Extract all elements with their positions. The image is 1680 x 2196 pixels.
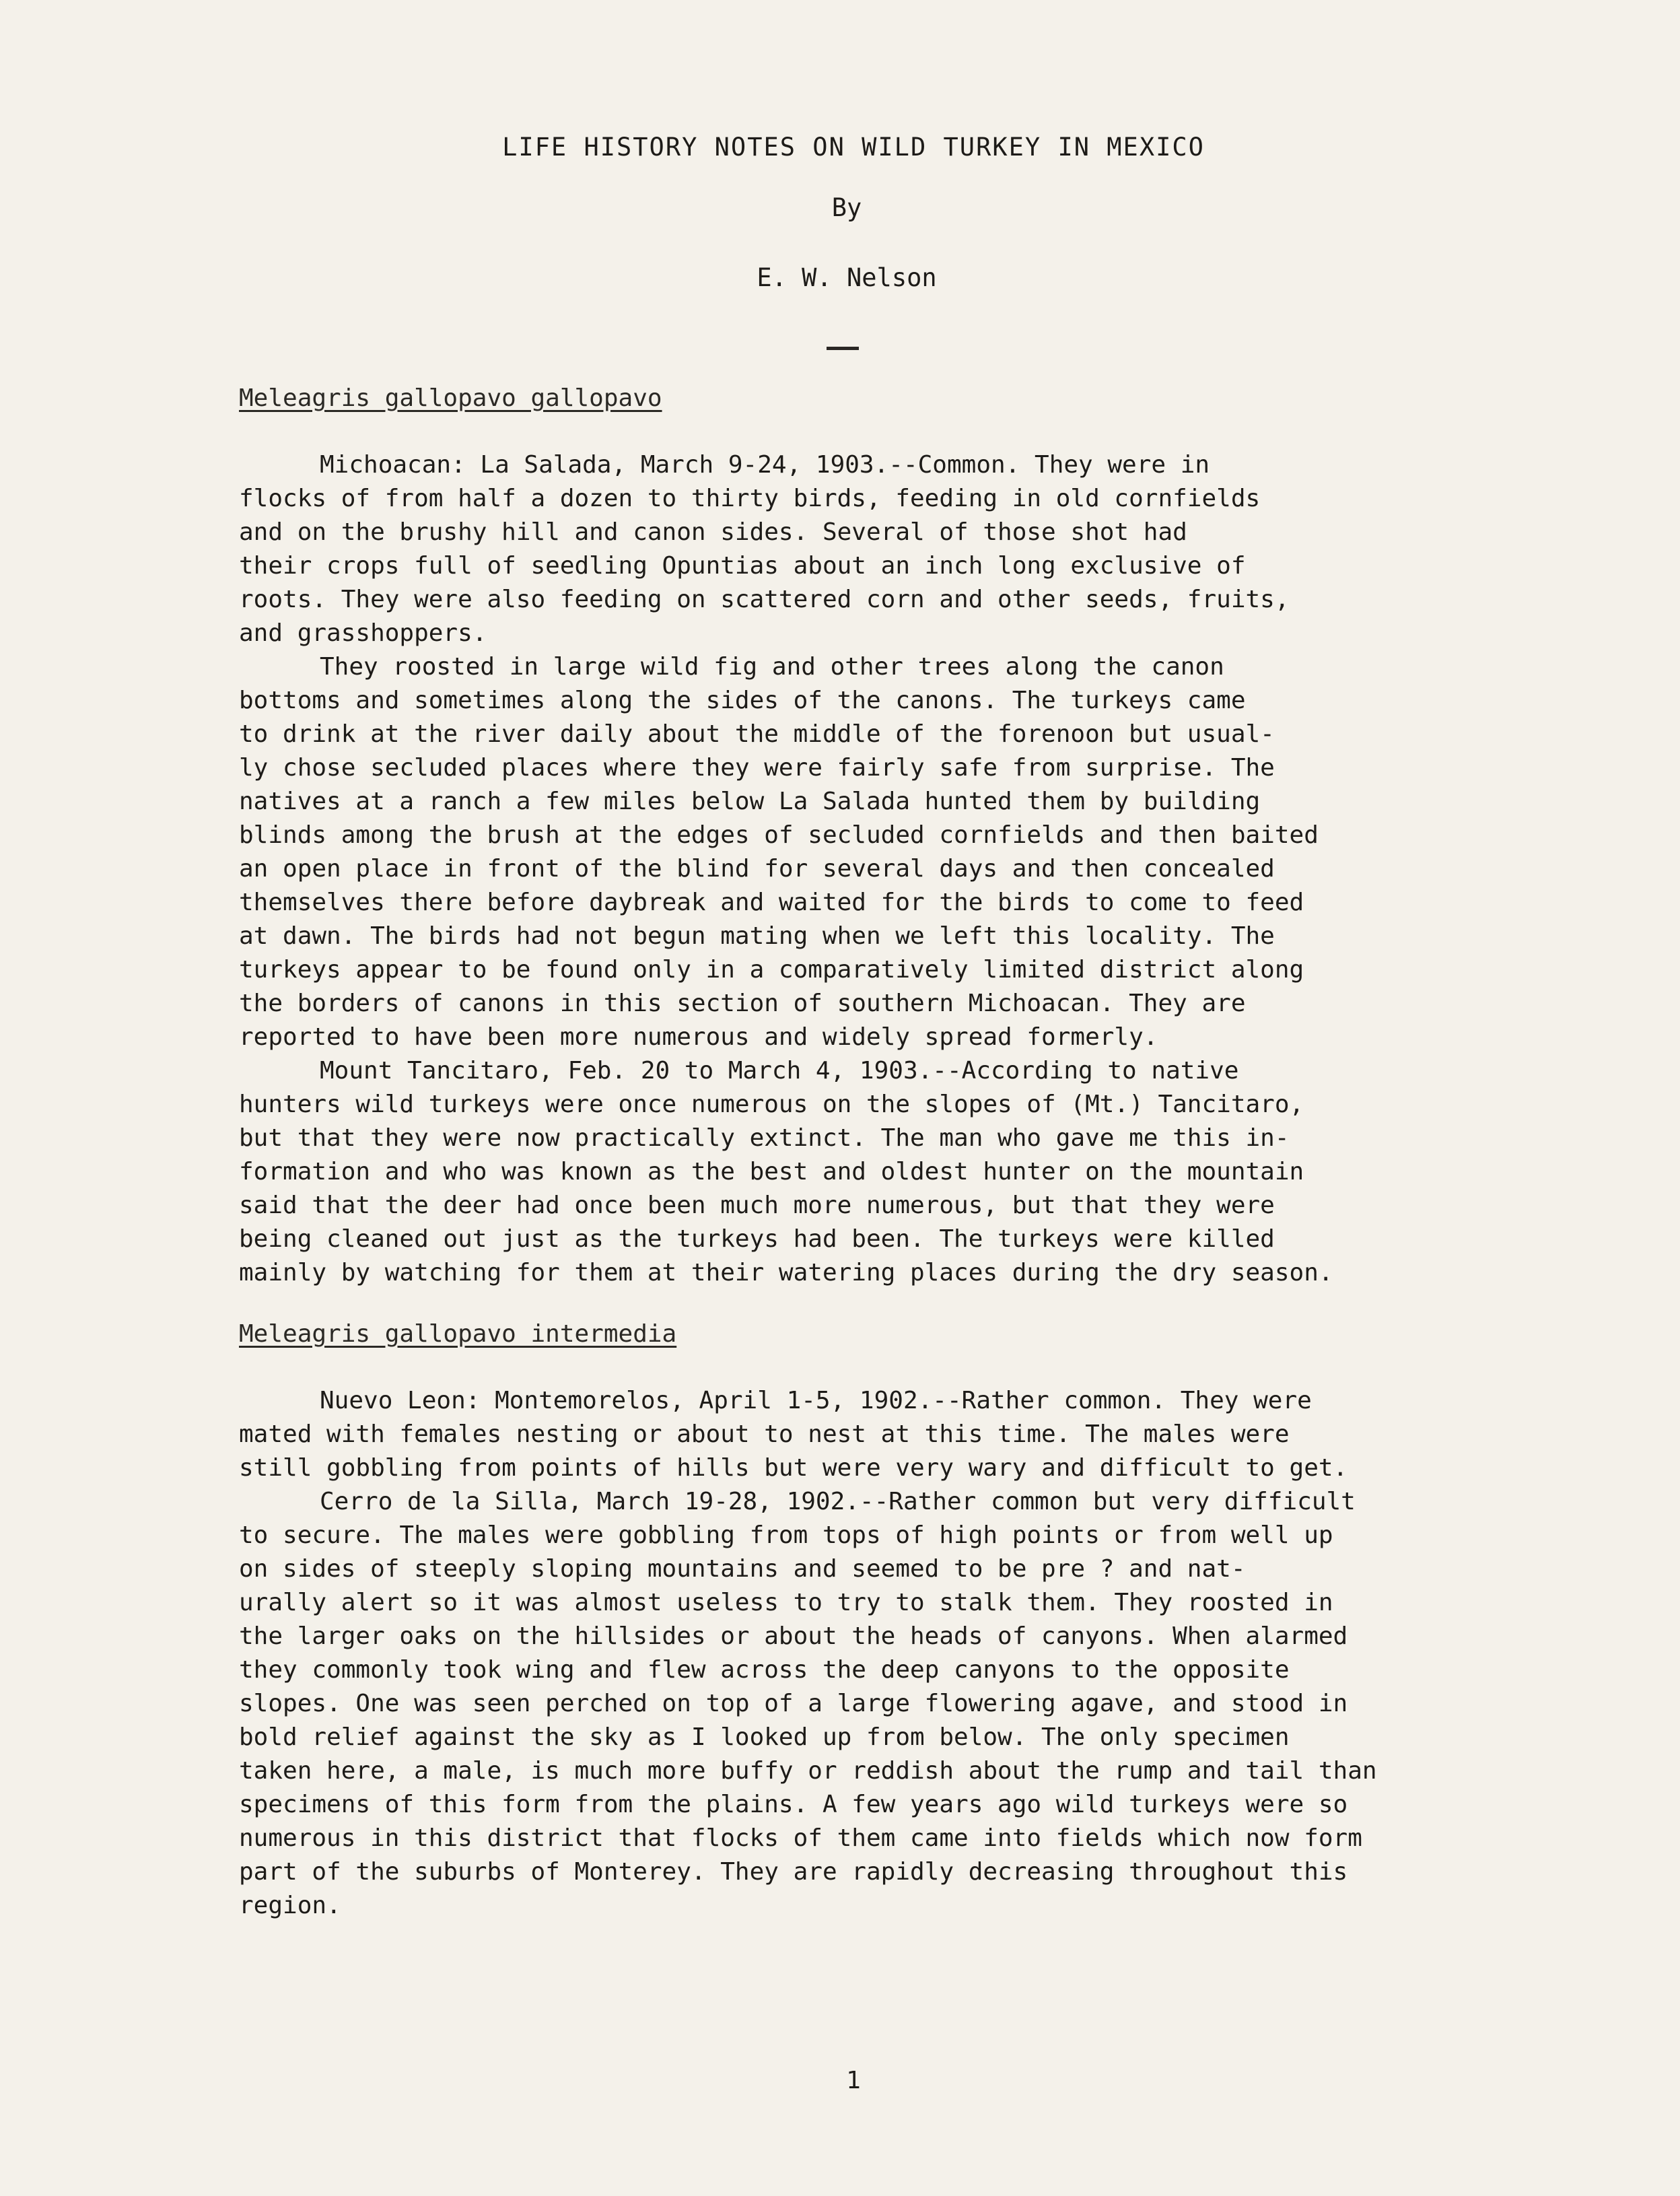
document-title: LIFE HISTORY NOTES ON WILD TURKEY IN MEXICO [502,133,1205,162]
section-heading: Meleagris gallopavo intermedia [239,1320,677,1348]
paragraph: They roosted in large wild fig and other trees along the canon bottoms and sometimes along the sides of the canons. The turkeys came to drink at the river daily about the middle of the forenoon but usual- ly chose secluded places where they were fairly safe from surprise. The natives at a ranch a few miles below La Salada hunted them by building blinds among the brush at the edges of secluded cornfields and then baited an open place in front of the blind for several days and then concealed themselves there before daybreak and waited for the birds to come to feed at dawn. The birds had not begun mating when we left this locality. The turkeys appear to be found only in a comparatively limited district along the borders of canons in this section of southern Michoacan. They are reported to have been more numerous and widely spread formerly. [239,653,1319,1051]
page-number: 1 [846,2067,861,2094]
title-block [0,131,1680,350]
byline: By [831,193,862,222]
author-name: E. W. Nelson [757,263,937,292]
separator-rule [827,347,859,350]
paragraph: Cerro de la Silla, March 19-28, 1902.--Rather common but very difficult to secure. The males were gobbling from tops of high points or from well up on sides of steeply sloping mountains and seemed to be pre ? and nat- urally alert so it was almost useless to try to stalk them. They roosted in the larger oaks on the hillsides or about the heads of canyons. When alarmed they commonly took wing and flew across the deep canyons to the opposite slopes. One was seen perched on top of a large flowering agave, and stood in bold relief against the sky as I looked up from below. The only specimen taken here, a male, is much more buffy or reddish about the rump and tail than specimens of this form from the plains. A few years ago wild turkeys were so numerous in this district that flocks of them came into fields which now form part of the suburbs of Monterey. They are rapidly decreasing throughout this region. [239,1488,1377,1919]
paragraph: Nuevo Leon: Montemorelos, April 1-5, 1902.--Rather common. They were mated with females nesting or about to nest at this time. The males were still gobbling from points of hills but were very wary and difficult to get. [239,1387,1348,1482]
section-gallopavo [239,382,1545,1290]
paragraph: Michoacan: La Salada, March 9-24, 1903.--Common. They were in flocks of from half a dozen to thirty birds, feeding in old cornfields and on the brushy hill and canon sides. Several of those shot had their crops full of seedling Opuntias about an inch long exclusive of roots. They were also feeding on scattered corn and other seeds, fruits, and grasshoppers. [239,451,1290,647]
paragraph: Mount Tancitaro, Feb. 20 to March 4, 1903.--According to native hunters wild turkeys were once numerous on the slopes of (Mt.) Tancitaro, but that they were now practically extinct. The man who gave me this in- formation and who was known as the best and oldest hunter on the mountain said that the deer had once been much more numerous, but that they were being cleaned out just as the turkeys had been. The turkeys were killed mainly by watching for them at their watering places during the dry season. [239,1057,1333,1286]
section-intermedia [239,1318,1545,1923]
section-heading: Meleagris gallopavo gallopavo [239,384,662,412]
